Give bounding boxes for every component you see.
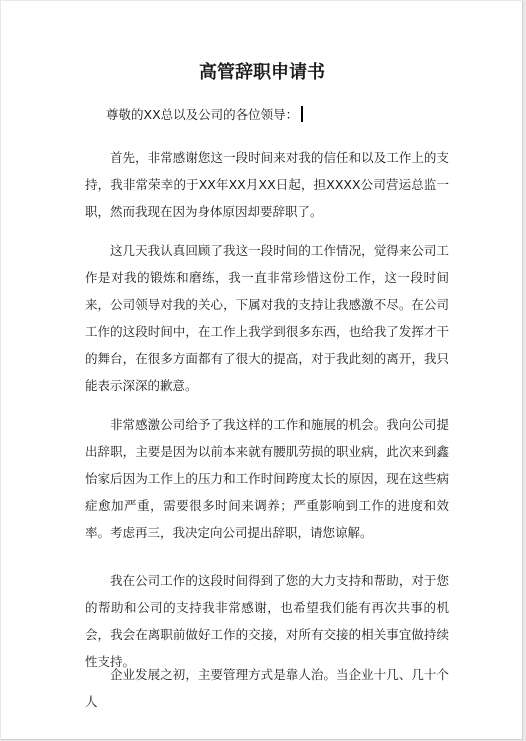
paragraph-2: 这几天我认真回顾了我这一段时间的工作情况，觉得来公司工作是对我的锻炼和磨练，我一直非常珍惜这份工作，这一段时间来，公司领导对我的关心，下属对我的支持让我感激不尽。在公司工作的这段时间中，在工作上我学到很多东西，也给我了发挥才干的舞台，在很多方面都有了很大的提高，对于我此刻的离开，我只能表示深深的歉意。 xyxy=(85,243,449,393)
text-cursor xyxy=(301,106,303,122)
paragraph-4: 我在公司工作的这段时间得到了您的大力支持和帮助，对于您的帮助和公司的支持我非常感谢，也希望我们能有再次共事的机会，我会在离职前做好工作的交接，对所有交接的相关事宜做持续性支持。 xyxy=(85,573,449,669)
paragraph-1: 首先，非常感谢您这一段时间来对我的信任和以及工作上的支持，我非常荣幸的于XX年XX月XX日起，担XXXX公司营运总监一职，然而我现在因为身体原因却要辞职了。 xyxy=(85,150,449,219)
salutation-text: 尊敬的XX总以及公司的各位领导： xyxy=(106,107,299,122)
salutation xyxy=(106,105,303,125)
document-page xyxy=(1,1,523,740)
document-title: 高管辞职申请书 xyxy=(199,62,325,83)
paragraph-3: 非常感激公司给予了我这样的工作和施展的机会。我向公司提出辞职，主要是因为以前本来就有腰肌劳损的职业病，此次来到鑫怡家后因为工作上的压力和工作时间跨度太长的原因，现在这些病症愈加严重，需要很多时间来调养；严重影响到工作的进度和效率。考虑再三，我决定向公司提出辞职，请您谅解。 xyxy=(85,417,449,540)
paragraph-5: 企业发展之初，主要管理方式是靠人治。当企业十几、几十个人 xyxy=(85,667,449,709)
